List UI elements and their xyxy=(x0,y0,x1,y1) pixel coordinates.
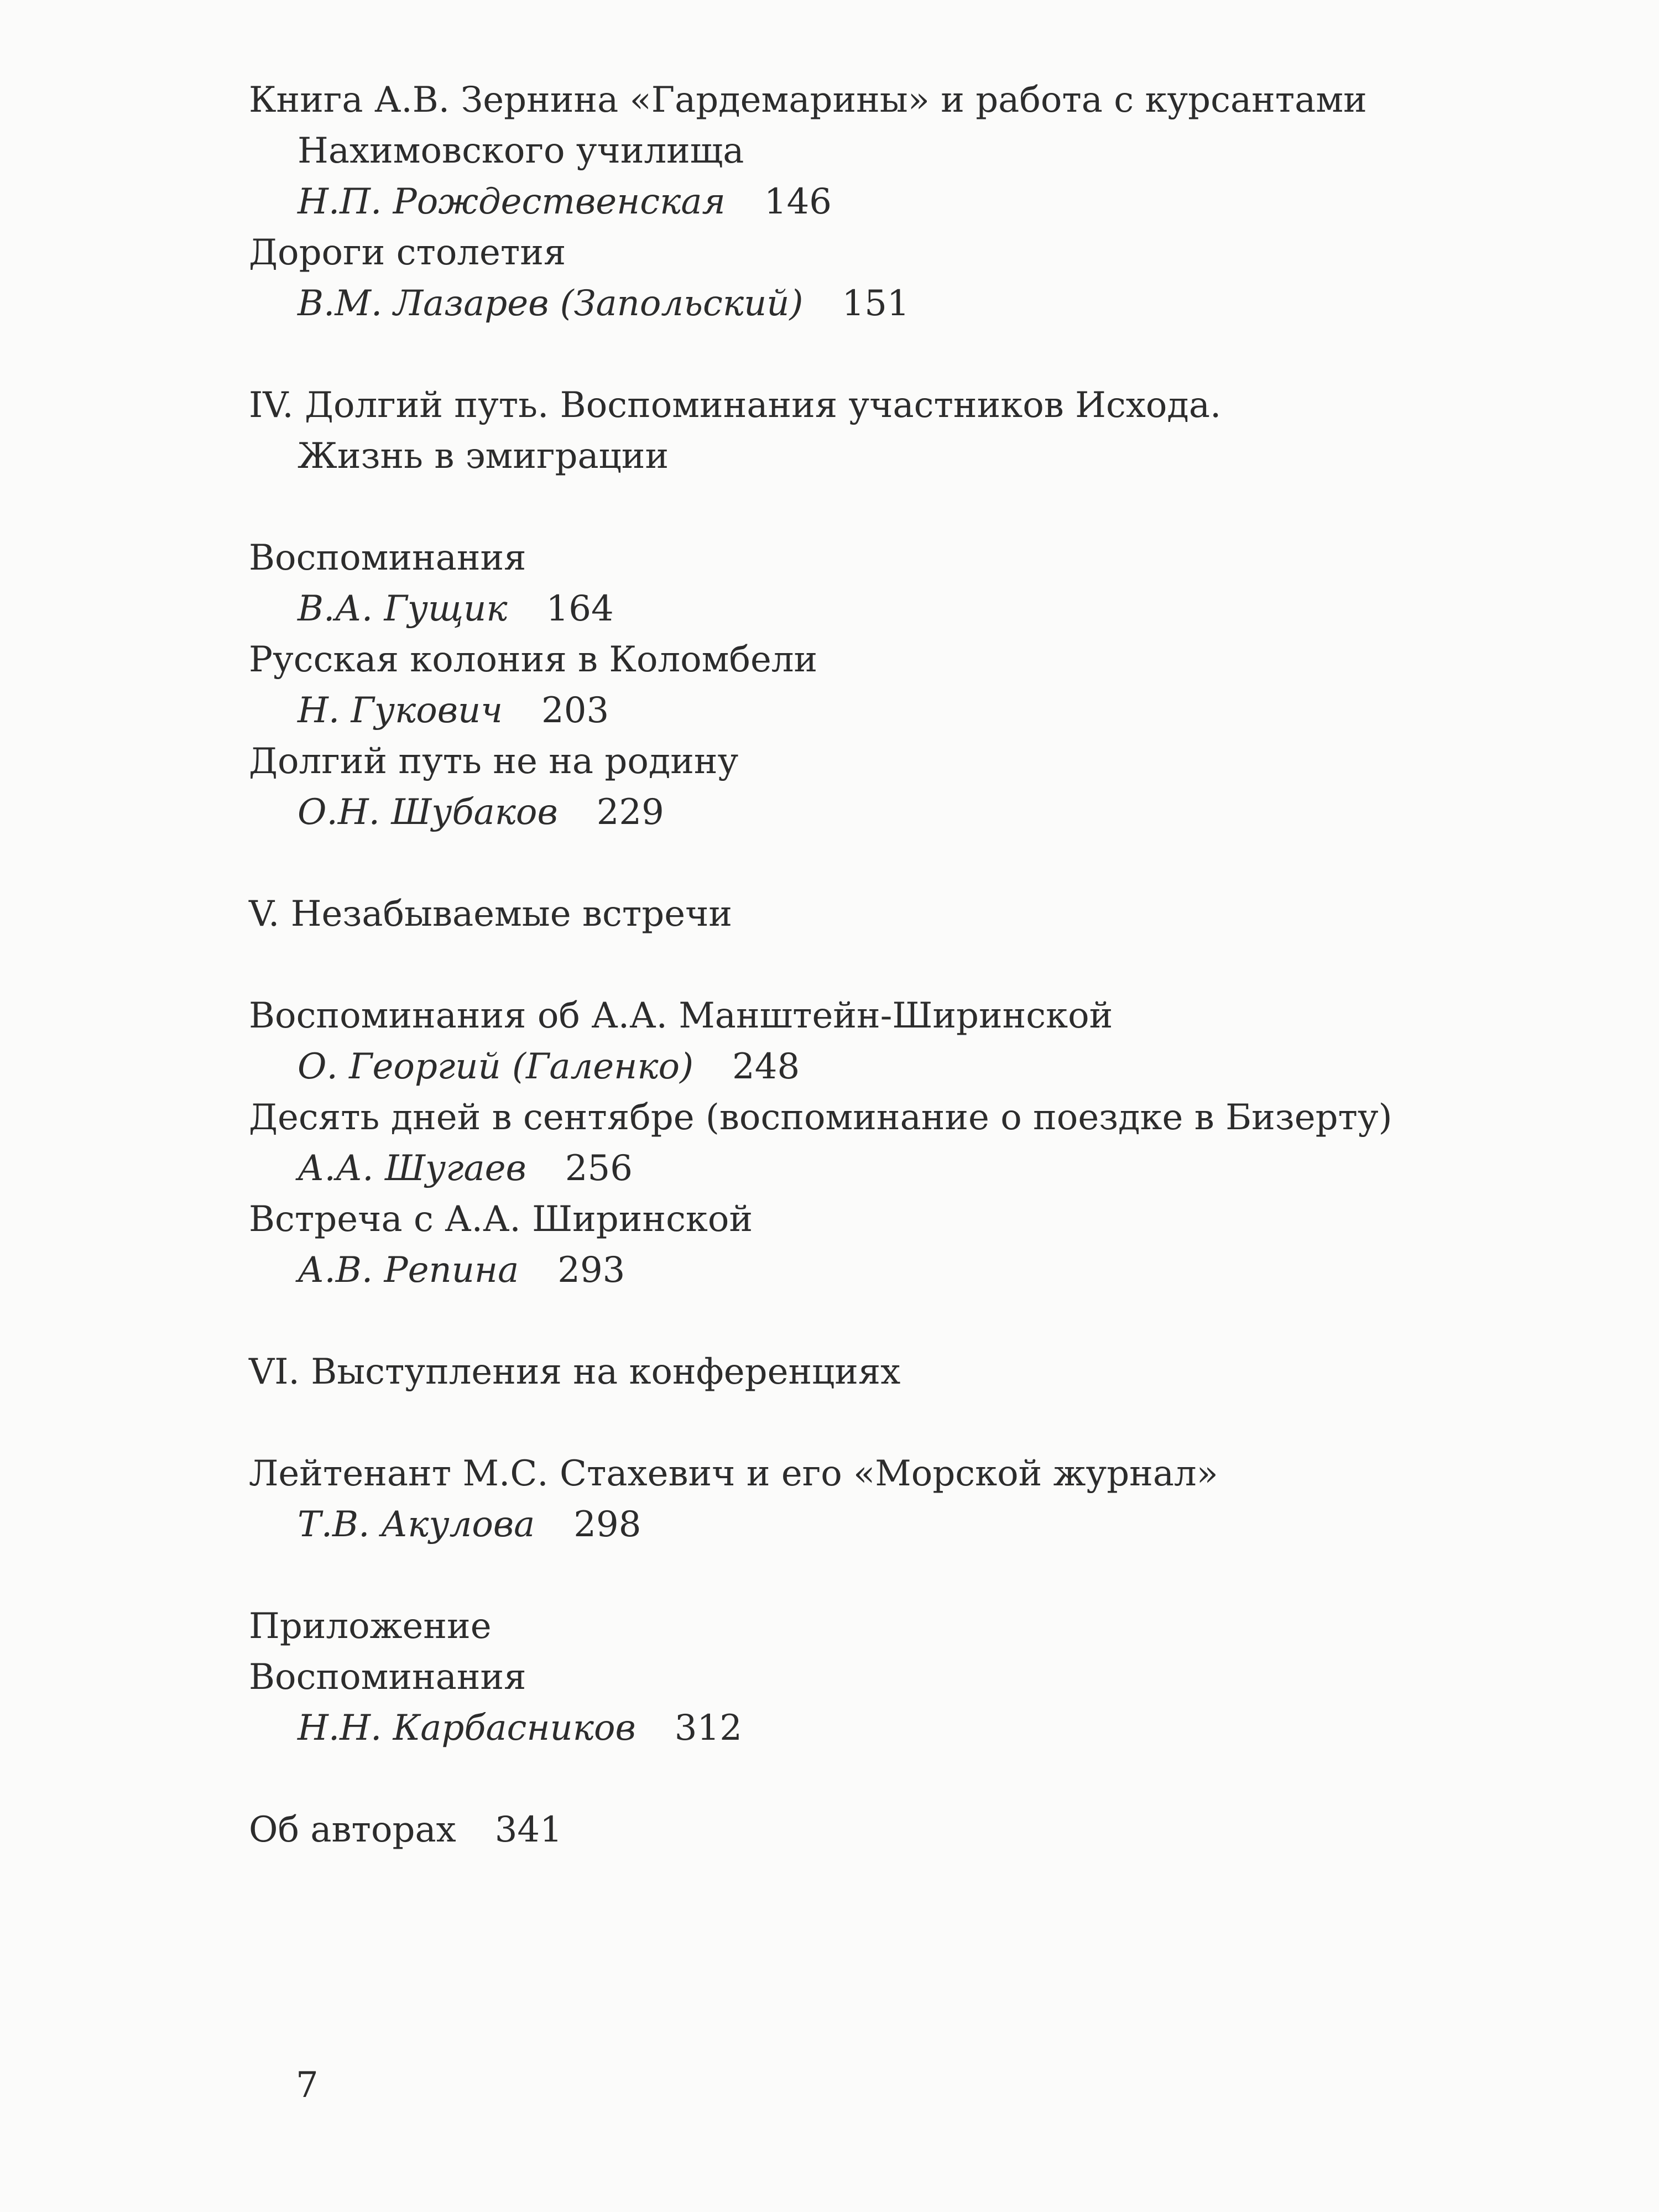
toc-entry-title: Книга А.В. Зернина «Гардемарины» и работа с курсантами xyxy=(249,80,1367,121)
toc-page-number: 146 xyxy=(764,181,832,222)
toc-entry-title: Дороги столетия xyxy=(249,232,566,273)
toc-entry-byline xyxy=(249,583,1604,634)
toc-page-number: 164 xyxy=(546,588,614,629)
page-number: 7 xyxy=(296,2065,319,2106)
toc-entry-title: Лейтенант М.С. Стахевич и его «Морской журнал» xyxy=(249,1453,1218,1494)
toc-page-number: 151 xyxy=(842,283,910,324)
toc-author: А.В. Репина xyxy=(298,1250,519,1291)
toc-entry-byline xyxy=(249,1041,1604,1092)
toc-author: А.А. Шугаев xyxy=(298,1148,526,1189)
toc-entry-byline xyxy=(249,278,1604,329)
toc-entry-title: Встреча с А.А. Ширинской xyxy=(249,1199,753,1240)
table-of-contents xyxy=(249,75,1604,1855)
section-spacer xyxy=(249,838,1604,889)
toc-entry-byline xyxy=(249,1143,1604,1194)
section-heading: V. Незабываемые встречи xyxy=(249,894,733,935)
toc-entry-title: Воспоминания об А.А. Манштейн-Ширинской xyxy=(249,995,1113,1036)
toc-page-number: 293 xyxy=(557,1250,625,1291)
toc-page-number: 298 xyxy=(573,1504,641,1545)
toc-entry-title: Об авторах xyxy=(249,1809,456,1850)
toc-entry-byline xyxy=(249,685,1604,736)
toc-entry-title: Русская колония в Коломбели xyxy=(249,639,818,680)
toc-author: Н.П. Рождественская xyxy=(298,181,726,222)
section-spacer xyxy=(249,329,1604,380)
section-spacer xyxy=(249,1296,1604,1347)
toc-entry-byline xyxy=(249,1703,1604,1754)
section-spacer xyxy=(249,1550,1604,1601)
toc-author: В.М. Лазарев (Запольский) xyxy=(298,283,804,324)
section-spacer xyxy=(249,1397,1604,1448)
toc-appendix-heading: Приложение xyxy=(249,1606,492,1647)
toc-entry-title-continued: Нахимовского училища xyxy=(298,131,744,171)
section-heading-continued: Жизнь в эмиграции xyxy=(298,436,669,477)
toc-entry-title: Долгий путь не на родину xyxy=(249,741,739,782)
toc-page-number: 229 xyxy=(596,792,664,833)
section-heading: VI. Выступления на конференциях xyxy=(249,1352,901,1392)
toc-author: В.А. Гущик xyxy=(298,588,508,629)
toc-entry-title: Десять дней в сентябре (воспоминание о поездке в Бизерту) xyxy=(249,1097,1392,1138)
section-spacer xyxy=(249,1754,1604,1804)
toc-author: Н.Н. Карбасников xyxy=(298,1708,636,1749)
toc-page-number: 248 xyxy=(732,1046,800,1087)
toc-entry-title: Воспоминания xyxy=(249,1657,526,1698)
toc-page-number: 341 xyxy=(494,1809,562,1850)
toc-entry-byline xyxy=(249,787,1604,838)
toc-entry-title: Воспоминания xyxy=(249,538,526,578)
toc-entry-byline xyxy=(249,176,1604,227)
toc-author: Н. Гукович xyxy=(298,690,503,731)
toc-entry-about-authors xyxy=(249,1804,1604,1855)
toc-entry-byline xyxy=(249,1499,1604,1550)
toc-page-number: 203 xyxy=(541,690,609,731)
section-spacer xyxy=(249,940,1604,990)
toc-author: О.Н. Шубаков xyxy=(298,792,558,833)
section-spacer xyxy=(249,482,1604,533)
toc-author: О. Георгий (Галенко) xyxy=(298,1046,694,1087)
toc-page-number: 256 xyxy=(565,1148,633,1189)
toc-page-number: 312 xyxy=(674,1708,742,1749)
toc-author: Т.В. Акулова xyxy=(298,1504,535,1545)
section-heading: IV. Долгий путь. Воспоминания участников Исхода. xyxy=(249,385,1222,426)
toc-entry-byline xyxy=(249,1245,1604,1296)
